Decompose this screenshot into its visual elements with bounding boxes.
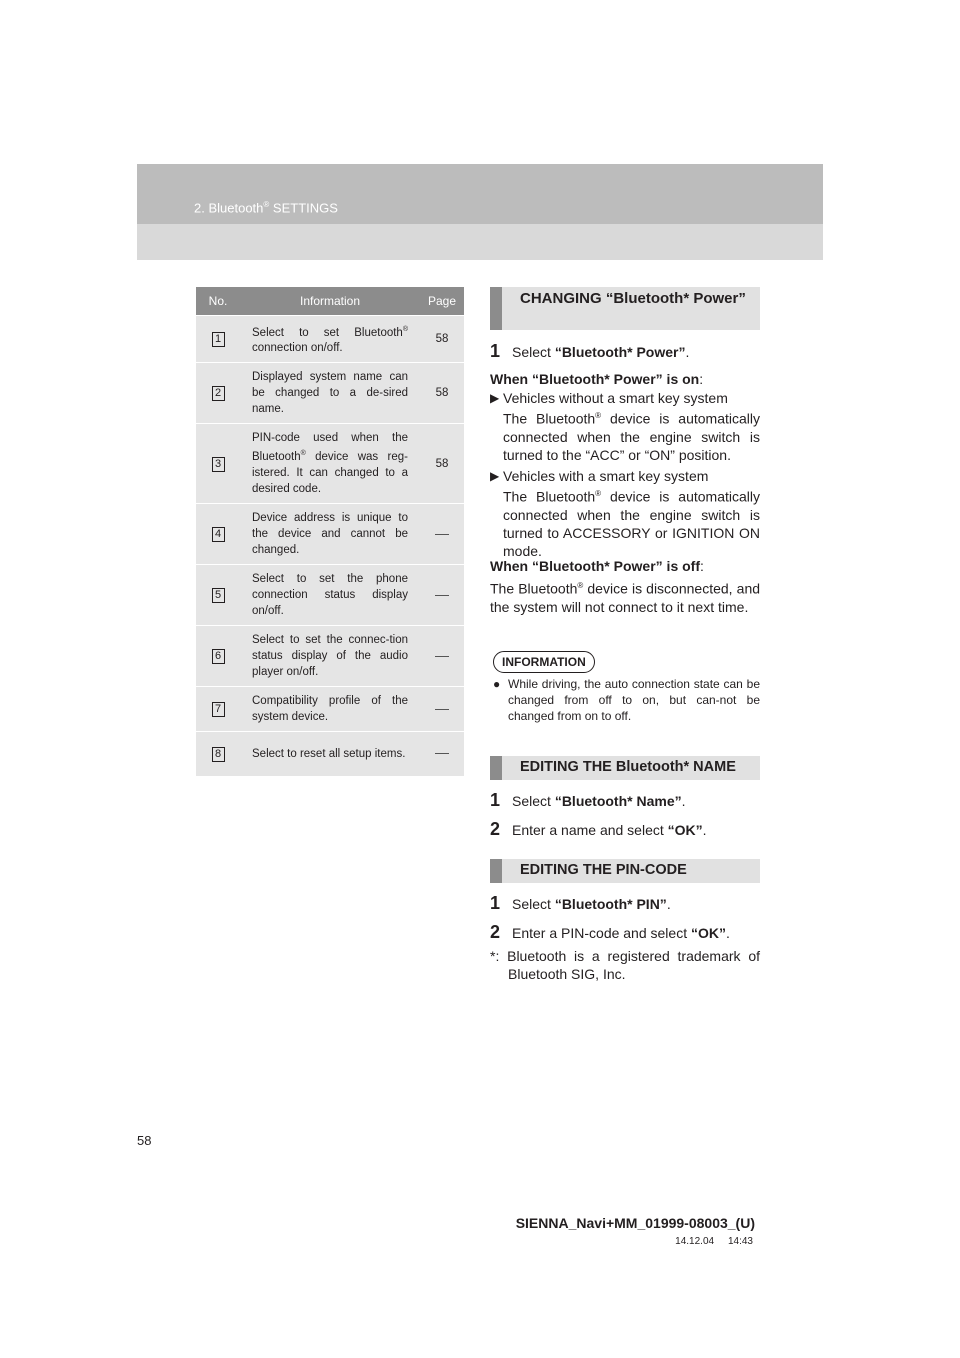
number-box-8: 8 (212, 747, 225, 762)
page-number: 58 (137, 1133, 152, 1148)
row-page: 58 (420, 315, 464, 363)
document-id: SIENNA_Navi+MM_01999-08003_(U) (515, 1215, 755, 1231)
table-row (196, 732, 464, 776)
dash-mark (435, 595, 449, 596)
header-page: Page (420, 287, 464, 315)
power-off-label: When “Bluetooth* Power” is off: (490, 558, 704, 574)
row-page: 58 (420, 424, 464, 504)
print-timestamp: 14.12.04 14:43 (675, 1236, 753, 1247)
number-box-3: 3 (212, 457, 225, 472)
pin-step-2: 2 Enter a PIN-code and select “OK”. (490, 922, 730, 942)
header-band-top (137, 164, 823, 224)
arrow-icon: ▶ (490, 469, 500, 483)
header-information: Information (240, 287, 420, 315)
row-info: Compatibility profile of the system device. (240, 687, 420, 732)
row-info: Select to set the phone connection status display on/off. (240, 565, 420, 626)
table-row (196, 363, 464, 424)
power-step-1: 1 Select “Bluetooth* Power”. (490, 341, 690, 361)
row-page: 58 (420, 363, 464, 424)
bullet-dot-icon: ● (493, 677, 501, 691)
row-info: Select to set the connec-tion status display of the audio player on/off. (240, 626, 420, 687)
heading-bar (490, 859, 502, 883)
section-title: 2. Bluetooth® SETTINGS (194, 200, 338, 216)
row-info: Device address is unique to the device and cannot be changed. (240, 504, 420, 565)
heading-bar (490, 287, 502, 330)
bullet-no-smart-key: ▶ Vehicles without a smart key system The Bluetooth® device is automatically connected when the engine switch is turned to the “ACC” or “ON” position. (490, 390, 761, 463)
information-note: ● While driving, the auto connection state can be changed from off to on, but can-not be changed from on to off. (493, 677, 760, 723)
row-info: Select to reset all setup items. (240, 732, 420, 776)
number-box-7: 7 (212, 702, 225, 717)
trademark-footnote: *: Bluetooth is a registered trademark of Bluetooth SIG, Inc. (490, 948, 760, 982)
number-box-4: 4 (212, 527, 225, 542)
table-row (196, 687, 464, 732)
settings-info-table (196, 287, 464, 776)
number-box-1: 1 (212, 332, 225, 347)
name-step-2: 2 Enter a name and select “OK”. (490, 819, 707, 839)
table-row (196, 626, 464, 687)
table-row (196, 504, 464, 565)
heading-bar (490, 756, 502, 780)
row-info: Select to set Bluetooth® connection on/off. (240, 315, 420, 363)
pin-step-1: 1 Select “Bluetooth* PIN”. (490, 893, 671, 913)
name-step-1: 1 Select “Bluetooth* Name”. (490, 790, 686, 810)
table-row (196, 315, 464, 363)
arrow-icon: ▶ (490, 391, 500, 405)
power-on-label: When “Bluetooth* Power” is on: (490, 371, 704, 387)
table-row (196, 424, 464, 504)
section-heading-power: CHANGING “Bluetooth* Power” (490, 287, 760, 330)
number-box-6: 6 (212, 649, 225, 664)
section-heading-name: EDITING THE Bluetooth* NAME (490, 756, 760, 780)
dash-mark (435, 709, 449, 710)
header-no: No. (196, 287, 240, 315)
dash-mark (435, 534, 449, 535)
dash-mark (435, 753, 449, 754)
number-box-5: 5 (212, 588, 225, 603)
bullet-smart-key: ▶ Vehicles with a smart key system The Bluetooth® device is automatically connected when the engine switch is turned to ACCESSORY or IGNITION ON mode. (490, 468, 761, 559)
table-row (196, 565, 464, 626)
information-badge: INFORMATION (493, 651, 595, 673)
row-info: PIN-code used when the Bluetooth® device was reg-istered. It can changed to a desired code. (240, 424, 420, 504)
header-band (137, 164, 823, 260)
power-off-text: The Bluetooth® device is disconnected, and the system will not connect to it next time. (490, 580, 761, 615)
dash-mark (435, 656, 449, 657)
row-info: Displayed system name can be changed to a de-sired name. (240, 363, 420, 424)
section-heading-pin: EDITING THE PIN-CODE (490, 859, 760, 883)
number-box-2: 2 (212, 386, 225, 401)
table-header-row (196, 287, 464, 315)
